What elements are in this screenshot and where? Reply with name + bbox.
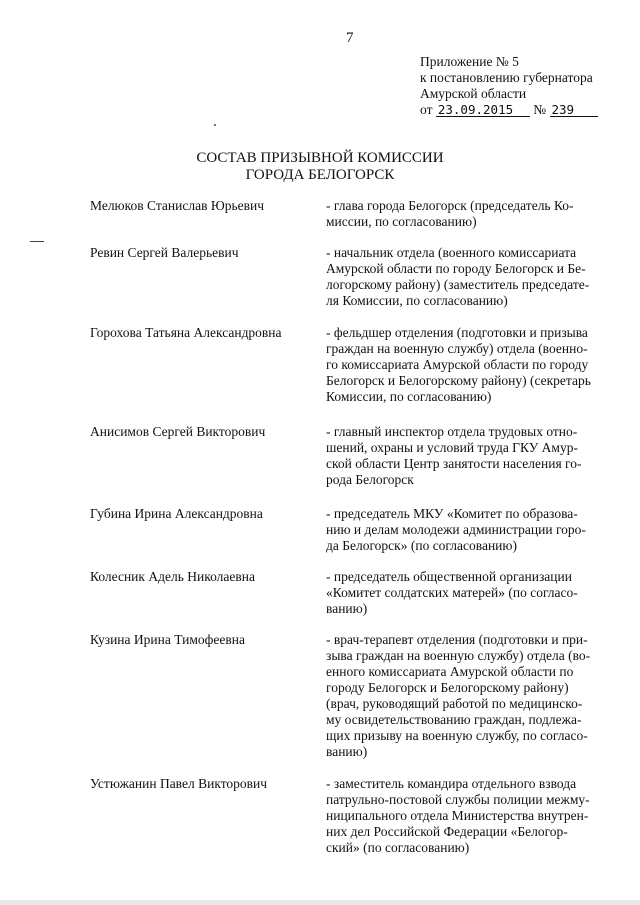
role-line: ля Комиссии, по согласованию) xyxy=(326,293,508,308)
member-role xyxy=(326,506,604,554)
role-line: зыва граждан на военную службу) отдела (во- xyxy=(326,648,591,663)
role-line: шений, охраны и условий труда ГКУ Амур- xyxy=(326,440,578,455)
role-line: - глава города Белогорск (председатель Ко- xyxy=(326,198,574,213)
role-line: щих призыву на военную службу, по согласо- xyxy=(326,728,588,743)
date-prefix: от xyxy=(420,102,433,117)
role-line: (врач, руководящий работой по медицинско- xyxy=(326,696,583,711)
decree-date: 23.09.2015 xyxy=(436,103,530,117)
role-line: ванию) xyxy=(326,744,368,759)
role-line: нию и делам молодежи администрации горо- xyxy=(326,522,586,537)
number-prefix: № xyxy=(533,102,547,117)
role-line: Комиссии, по согласованию) xyxy=(326,389,492,404)
member-name: Устюжанин Павел Викторович xyxy=(90,776,268,791)
scan-bottom-edge xyxy=(0,900,640,905)
member-name: Колесник Адель Николаевна xyxy=(90,569,255,584)
role-line: - фельдшер отделения (подготовки и призыва xyxy=(326,325,588,340)
title-line-2: ГОРОДА БЕЛОГОРСК xyxy=(245,167,395,183)
decree-number: 239 xyxy=(550,103,598,117)
role-line: граждан на военную службу) отдела (военно- xyxy=(326,341,588,356)
role-line: ниципального отдела Министерства внутрен- xyxy=(326,808,589,823)
margin-mark xyxy=(30,241,44,242)
member-name: Кузина Ирина Тимофеевна xyxy=(90,632,245,647)
member-role xyxy=(326,424,604,488)
member-role xyxy=(326,245,604,309)
role-line: го комиссариата Амурской области по городу xyxy=(326,357,589,372)
appendix-date-line xyxy=(420,102,598,118)
role-line: рода Белогорск xyxy=(326,472,414,487)
role-line: логорскому району) (заместитель председате- xyxy=(326,277,590,292)
role-line: городу Белогорск и Белогорскому району) xyxy=(326,680,569,695)
document-title xyxy=(0,150,640,184)
page-number: 7 xyxy=(346,30,354,46)
role-line: - главный инспектор отдела трудовых отно- xyxy=(326,424,578,439)
appendix-reference: к постановлению губернатора xyxy=(420,70,593,85)
role-line: му освидетельствованию граждан, подлежа- xyxy=(326,712,582,727)
role-line: Белогорск и Белогорскому району) (секретарь xyxy=(326,373,591,388)
member-name: Губина Ирина Александровна xyxy=(90,506,263,521)
member-role xyxy=(326,325,604,405)
role-line: да Белогорск» (по согласованию) xyxy=(326,538,517,553)
appendix-region: Амурской области xyxy=(420,86,527,101)
appendix-block xyxy=(420,54,598,118)
member-role xyxy=(326,569,604,617)
member-role xyxy=(326,632,604,760)
title-line-1: СОСТАВ ПРИЗЫВНОЙ КОМИССИИ xyxy=(196,150,444,166)
role-line: ской области Центр занятости населения го- xyxy=(326,456,582,471)
role-line: - врач-терапевт отделения (подготовки и при- xyxy=(326,632,588,647)
role-line: - председатель общественной организации xyxy=(326,569,572,584)
member-role xyxy=(326,198,604,230)
role-line: - заместитель командира отдельного взвода xyxy=(326,776,577,791)
scan-speck xyxy=(214,124,216,126)
role-line: енного комиссариата Амурской области по xyxy=(326,664,574,679)
role-line: - председатель МКУ «Комитет по образова- xyxy=(326,506,578,521)
role-line: них дел Российской Федерации «Белогор- xyxy=(326,824,568,839)
role-line: ванию) xyxy=(326,601,368,616)
role-line: патрульно-постовой службы полиции межму- xyxy=(326,792,590,807)
member-name: Ревин Сергей Валерьевич xyxy=(90,245,239,260)
member-name: Анисимов Сергей Викторович xyxy=(90,424,266,439)
role-line: «Комитет солдатских матерей» (по согласо- xyxy=(326,585,578,600)
member-name: Мелюков Станислав Юрьевич xyxy=(90,198,264,213)
role-line: - начальник отдела (военного комиссариата xyxy=(326,245,577,260)
appendix-title: Приложение № 5 xyxy=(420,54,519,69)
member-name: Горохова Татьяна Александровна xyxy=(90,325,282,340)
member-role xyxy=(326,776,604,856)
role-line: Амурской области по городу Белогорск и Бе- xyxy=(326,261,586,276)
role-line: ский» (по согласованию) xyxy=(326,840,470,855)
role-line: миссии, по согласованию) xyxy=(326,214,477,229)
